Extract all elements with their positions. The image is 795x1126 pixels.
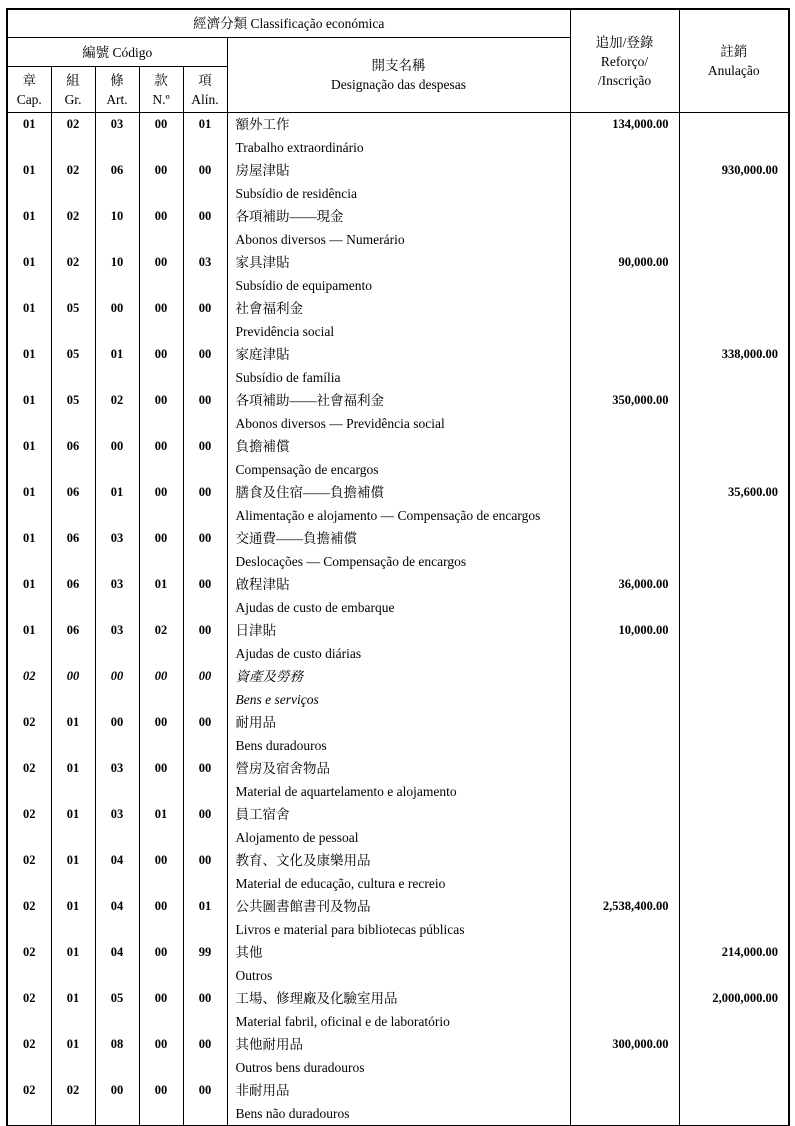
table-row [7,113,789,160]
designation-zh: 其他耐用品 [235,1037,303,1052]
code-cell-alin: 00 [183,343,227,389]
anulacao-amount: 35,600.00 [679,481,789,527]
code-cell-gr: 01 [51,803,95,849]
reforco-amount [570,343,679,389]
reforco-amount [570,665,679,711]
designation-zh: 工場、修理廠及化驗室用品 [235,991,398,1006]
code-col-header-art-pt: Art. [106,91,128,107]
code-cell-alin: 01 [183,113,227,160]
table-row [7,435,789,481]
designation-cell [227,941,570,987]
code-cell-gr: 02 [51,251,95,297]
code-cell-gr: 01 [51,711,95,757]
designation-pt: Bens não duradouros [235,1106,350,1121]
designation-cell [227,987,570,1033]
designation-cell [227,1033,570,1079]
code-cell-art: 03 [95,573,139,619]
designation-cell [227,205,570,251]
code-cell-alin: 03 [183,251,227,297]
code-cell-alin: 00 [183,803,227,849]
code-cell-gr: 02 [51,113,95,160]
table-header [7,9,789,113]
designation-zh: 額外工作 [235,117,290,132]
code-col-header-cap-pt: Cap. [16,91,42,107]
designation-pt: Livros e material para bibliotecas públicas [235,922,465,937]
code-cell-cap: 01 [7,251,51,297]
code-col-header-n [139,67,183,113]
designation-zh: 教育、文化及康樂用品 [235,853,371,868]
reforco-amount [570,941,679,987]
code-cell-gr: 02 [51,159,95,205]
table-row [7,527,789,573]
reforco-amount: 2,538,400.00 [570,895,679,941]
code-cell-gr: 05 [51,389,95,435]
designation-cell [227,435,570,481]
code-cell-art: 10 [95,251,139,297]
designation-cell [227,113,570,160]
designation-pt: Subsídio de residência [235,186,357,201]
code-cell-art: 01 [95,343,139,389]
reforco-amount: 134,000.00 [570,113,679,160]
designation-pt: Material de educação, cultura e recreio [235,876,446,891]
anulacao-amount: 930,000.00 [679,159,789,205]
reforco-amount [570,435,679,481]
anulacao-amount [679,297,789,343]
table-row [7,297,789,343]
designation-pt: Bens e serviços [235,692,319,707]
table-row [7,573,789,619]
code-cell-art: 05 [95,987,139,1033]
code-cell-alin: 00 [183,527,227,573]
code-col-header-n-pt: N.º [152,91,170,107]
table-row [7,1033,789,1079]
anulacao-amount [679,757,789,803]
code-cell-cap: 01 [7,297,51,343]
code-cell-cap: 01 [7,435,51,481]
table-row [7,1079,789,1126]
code-cell-cap: 02 [7,895,51,941]
designation-zh: 家具津貼 [235,255,290,270]
code-cell-n: 00 [139,895,183,941]
table-row [7,987,789,1033]
code-cell-gr: 05 [51,297,95,343]
code-cell-cap: 01 [7,205,51,251]
code-cell-cap: 01 [7,343,51,389]
code-cell-alin: 00 [183,389,227,435]
designation-pt: Abonos diversos — Previdência social [235,416,445,431]
designation-zh: 膳食及住宿——負擔補償 [235,485,384,500]
code-cell-gr: 06 [51,619,95,665]
reforco-amount [570,987,679,1033]
designation-pt: Outros [235,968,273,983]
code-cell-gr: 06 [51,527,95,573]
code-cell-cap: 01 [7,573,51,619]
table-row [7,481,789,527]
code-cell-art: 10 [95,205,139,251]
code-cell-art: 08 [95,1033,139,1079]
reforco-header-pt1: Reforço/ [600,53,649,69]
code-cell-n: 00 [139,527,183,573]
economic-classification-header: 經濟分類 Classificação económica [7,9,570,38]
designation-header-pt: Designação das despesas [331,77,466,92]
code-col-header-cap-zh: 章 [22,72,36,88]
designation-zh: 資產及勞務 [235,669,303,684]
code-col-header-gr [51,67,95,113]
designation-cell [227,343,570,389]
code-cell-art: 02 [95,389,139,435]
designation-zh: 啟程津貼 [235,577,290,592]
code-cell-n: 00 [139,1033,183,1079]
designation-pt: Subsídio de equipamento [235,278,372,293]
designation-cell [227,573,570,619]
reforco-amount: 350,000.00 [570,389,679,435]
code-cell-n: 02 [139,619,183,665]
code-cell-alin: 00 [183,1033,227,1079]
reforco-amount [570,757,679,803]
designation-pt: Previdência social [235,324,335,339]
code-cell-gr: 06 [51,435,95,481]
reforco-amount [570,205,679,251]
code-col-header-gr-pt: Gr. [64,91,82,107]
anulacao-amount [679,205,789,251]
code-cell-cap: 01 [7,481,51,527]
code-cell-art: 00 [95,711,139,757]
table-row [7,251,789,297]
anulacao-amount [679,573,789,619]
code-cell-alin: 00 [183,481,227,527]
code-cell-alin: 00 [183,757,227,803]
code-col-header-art [95,67,139,113]
code-col-header-gr-zh: 組 [66,72,80,88]
code-cell-alin: 00 [183,435,227,481]
code-cell-cap: 01 [7,619,51,665]
code-cell-cap: 02 [7,665,51,711]
code-col-header-alin-pt: Alín. [191,91,219,107]
designation-zh: 交通費——負擔補償 [235,531,357,546]
designation-pt: Ajudas de custo diárias [235,646,362,661]
table-row [7,619,789,665]
designation-zh: 公共圖書館書刊及物品 [235,899,371,914]
code-cell-cap: 02 [7,1033,51,1079]
code-cell-cap: 02 [7,757,51,803]
code-cell-gr: 05 [51,343,95,389]
designation-pt: Deslocações — Compensação de encargos [235,554,467,569]
code-cell-cap: 02 [7,849,51,895]
code-cell-gr: 01 [51,941,95,987]
code-cell-n: 00 [139,113,183,160]
designation-pt: Outros bens duradouros [235,1060,365,1075]
table-row [7,803,789,849]
code-cell-alin: 01 [183,895,227,941]
code-cell-gr: 01 [51,757,95,803]
code-cell-alin: 00 [183,297,227,343]
designation-cell [227,757,570,803]
code-cell-n: 00 [139,251,183,297]
code-cell-cap: 01 [7,159,51,205]
anulacao-amount [679,389,789,435]
anulacao-amount [679,665,789,711]
code-cell-alin: 00 [183,711,227,757]
designation-zh: 社會福利金 [235,301,303,316]
designation-cell [227,1079,570,1126]
designation-zh: 其他 [235,945,263,960]
designation-cell [227,251,570,297]
code-cell-n: 00 [139,849,183,895]
table-row [7,849,789,895]
designation-pt: Alojamento de pessoal [235,830,359,845]
reforco-header [570,9,679,113]
designation-zh: 日津貼 [235,623,276,638]
code-cell-alin: 00 [183,573,227,619]
code-cell-n: 00 [139,435,183,481]
code-cell-alin: 00 [183,987,227,1033]
designation-pt: Abonos diversos — Numerário [235,232,405,247]
code-cell-cap: 02 [7,941,51,987]
designation-cell [227,711,570,757]
code-cell-cap: 02 [7,987,51,1033]
table-row [7,389,789,435]
designation-zh: 營房及宿舍物品 [235,761,330,776]
code-cell-art: 04 [95,849,139,895]
designation-cell [227,849,570,895]
code-cell-cap: 01 [7,527,51,573]
code-cell-n: 00 [139,941,183,987]
designation-zh: 各項補助——社會福利金 [235,393,384,408]
code-cell-art: 00 [95,435,139,481]
code-cell-art: 03 [95,619,139,665]
anulacao-amount [679,849,789,895]
code-cell-n: 00 [139,389,183,435]
designation-zh: 房屋津貼 [235,163,290,178]
code-cell-n: 01 [139,803,183,849]
code-cell-alin: 00 [183,619,227,665]
anulacao-header-pt: Anulação [707,63,760,78]
table-row [7,665,789,711]
anulacao-amount [679,803,789,849]
code-cell-art: 00 [95,1079,139,1126]
table-row [7,205,789,251]
designation-pt: Compensação de encargos [235,462,379,477]
code-cell-gr: 06 [51,573,95,619]
anulacao-amount: 338,000.00 [679,343,789,389]
designation-cell [227,527,570,573]
reforco-amount: 90,000.00 [570,251,679,297]
designation-zh: 各項補助——現金 [235,209,344,224]
anulacao-amount [679,711,789,757]
designation-pt: Bens duradouros [235,738,327,753]
designation-cell [227,619,570,665]
table-row [7,895,789,941]
designation-zh: 員工宿舍 [235,807,290,822]
designation-pt: Subsídio de família [235,370,341,385]
code-cell-art: 04 [95,895,139,941]
code-cell-art: 06 [95,159,139,205]
anulacao-header [679,9,789,113]
table-row [7,711,789,757]
designation-zh: 耐用品 [235,715,276,730]
code-cell-cap: 02 [7,711,51,757]
code-col-header-art-zh: 條 [110,72,124,88]
table-body [7,113,789,1126]
designation-zh: 負擔補償 [235,439,290,454]
code-header: 編號 Código [7,38,227,67]
designation-header-zh: 開支名稱 [371,58,426,73]
code-cell-art: 04 [95,941,139,987]
table-row [7,343,789,389]
code-cell-n: 00 [139,159,183,205]
designation-pt: Material de aquartelamento e alojamento [235,784,457,799]
designation-pt: Ajudas de custo de embarque [235,600,395,615]
code-col-header-alin-zh: 項 [198,72,212,88]
designation-cell [227,297,570,343]
code-cell-n: 00 [139,297,183,343]
reforco-amount [570,159,679,205]
anulacao-amount: 2,000,000.00 [679,987,789,1033]
code-cell-art: 03 [95,757,139,803]
anulacao-amount [679,1079,789,1126]
reforco-amount [570,481,679,527]
code-cell-n: 00 [139,757,183,803]
code-cell-alin: 00 [183,205,227,251]
designation-cell [227,481,570,527]
code-cell-gr: 01 [51,849,95,895]
designation-cell [227,803,570,849]
code-cell-cap: 02 [7,1079,51,1126]
code-cell-gr: 02 [51,1079,95,1126]
table-row [7,757,789,803]
reforco-amount [570,711,679,757]
code-cell-gr: 01 [51,987,95,1033]
code-cell-cap: 02 [7,803,51,849]
designation-pt: Material fabril, oficinal e de laboratório [235,1014,450,1029]
code-cell-art: 01 [95,481,139,527]
designation-cell [227,665,570,711]
code-cell-gr: 06 [51,481,95,527]
code-cell-n: 00 [139,987,183,1033]
code-cell-n: 00 [139,205,183,251]
anulacao-amount [679,113,789,160]
code-cell-gr: 00 [51,665,95,711]
reforco-header-zh: 追加/登錄 [595,34,654,50]
reforco-header-pt2: /Inscrição [597,72,652,88]
code-cell-gr: 01 [51,895,95,941]
economic-classification-table [6,8,790,1126]
reforco-amount: 300,000.00 [570,1033,679,1079]
reforco-amount [570,1079,679,1126]
anulacao-amount: 214,000.00 [679,941,789,987]
code-cell-n: 01 [139,573,183,619]
code-cell-alin: 00 [183,665,227,711]
code-cell-gr: 01 [51,1033,95,1079]
code-cell-alin: 99 [183,941,227,987]
code-col-header-alin [183,67,227,113]
designation-zh: 非耐用品 [235,1083,290,1098]
reforco-amount [570,527,679,573]
anulacao-amount [679,619,789,665]
designation-header [227,38,570,113]
code-cell-n: 00 [139,1079,183,1126]
anulacao-amount [679,251,789,297]
reforco-amount [570,849,679,895]
anulacao-amount [679,1033,789,1079]
code-cell-alin: 00 [183,1079,227,1126]
designation-zh: 家庭津貼 [235,347,290,362]
code-cell-art: 00 [95,297,139,343]
table-row [7,941,789,987]
code-col-header-n-zh: 款 [154,72,168,88]
code-cell-n: 00 [139,481,183,527]
code-cell-alin: 00 [183,849,227,895]
anulacao-header-zh: 註銷 [720,44,748,59]
designation-cell [227,159,570,205]
anulacao-amount [679,435,789,481]
designation-cell [227,389,570,435]
code-col-header-cap [7,67,51,113]
code-cell-n: 00 [139,665,183,711]
code-cell-cap: 01 [7,113,51,160]
code-cell-art: 03 [95,803,139,849]
code-cell-art: 03 [95,527,139,573]
reforco-amount [570,803,679,849]
anulacao-amount [679,895,789,941]
code-cell-art: 00 [95,665,139,711]
code-cell-art: 03 [95,113,139,160]
code-cell-n: 00 [139,343,183,389]
reforco-amount: 10,000.00 [570,619,679,665]
code-cell-cap: 01 [7,389,51,435]
code-cell-alin: 00 [183,159,227,205]
designation-pt: Trabalho extraordinário [235,140,364,155]
code-cell-n: 00 [139,711,183,757]
table-row [7,159,789,205]
reforco-amount: 36,000.00 [570,573,679,619]
code-cell-gr: 02 [51,205,95,251]
designation-cell [227,895,570,941]
designation-pt: Alimentação e alojamento — Compensação de encargos [235,508,541,523]
anulacao-amount [679,527,789,573]
reforco-amount [570,297,679,343]
